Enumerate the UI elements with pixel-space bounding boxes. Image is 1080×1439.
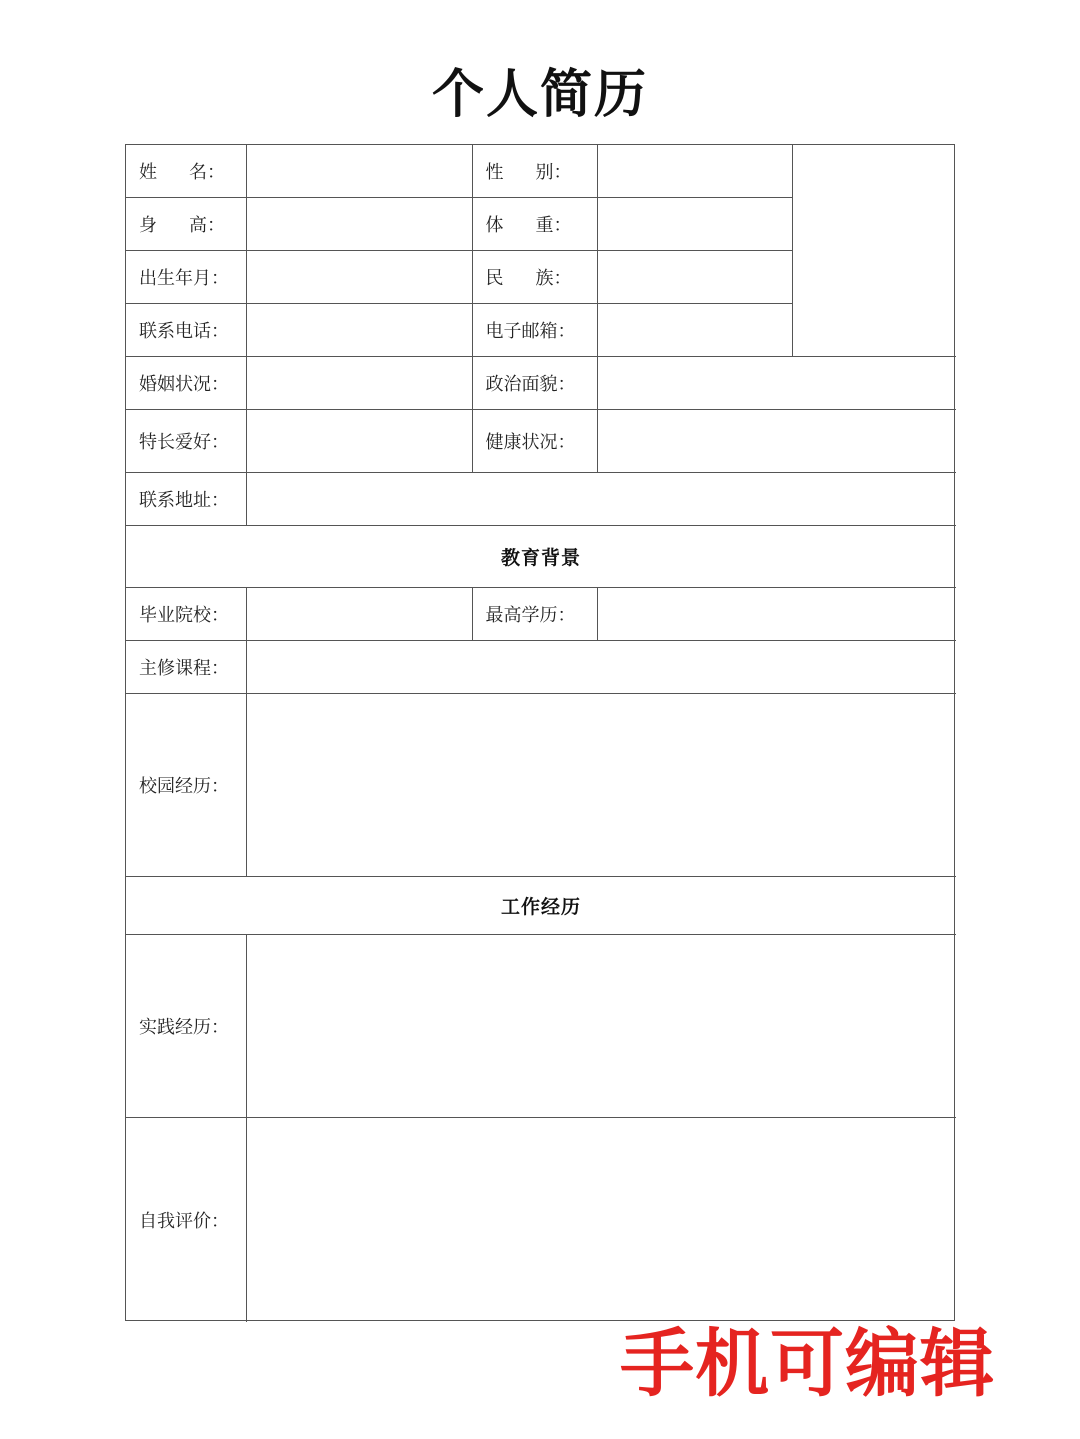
birth-field[interactable] xyxy=(246,250,472,303)
health-field[interactable] xyxy=(597,409,956,472)
education-heading: 教育背景 xyxy=(126,525,956,587)
height-label-cell xyxy=(126,197,246,250)
weight-field[interactable] xyxy=(597,197,792,250)
height-field[interactable] xyxy=(246,197,472,250)
political-label: 政治面貌： xyxy=(472,356,597,409)
hobbies-label: 特长爱好： xyxy=(126,409,246,472)
row-marital-political xyxy=(126,356,956,409)
birth-label: 出生年月： xyxy=(126,250,246,303)
page-title: 个人简历 xyxy=(431,64,648,125)
marital-label: 婚姻状况： xyxy=(126,356,246,409)
campus-field[interactable] xyxy=(246,693,956,876)
phone-field[interactable] xyxy=(246,303,472,356)
self-eval-field[interactable] xyxy=(246,1117,956,1322)
practice-field[interactable] xyxy=(246,934,956,1117)
email-field[interactable] xyxy=(597,303,792,356)
degree-label: 最高学历： xyxy=(472,587,597,640)
name-label-cell xyxy=(126,145,246,197)
row-self-eval xyxy=(126,1117,956,1322)
practice-label: 实践经历： xyxy=(126,934,246,1117)
email-label: 电子邮箱： xyxy=(472,303,597,356)
row-campus xyxy=(126,693,956,876)
school-label: 毕业院校： xyxy=(126,587,246,640)
gender-label-cell xyxy=(472,145,597,197)
gender-label: 性 别： xyxy=(485,161,572,183)
address-field[interactable] xyxy=(246,472,956,525)
row-practice xyxy=(126,934,956,1117)
row-work-heading xyxy=(126,876,956,934)
courses-label: 主修课程： xyxy=(126,640,246,693)
ethnicity-field[interactable] xyxy=(597,250,792,303)
mobile-editable-stamp: 手机可编辑 xyxy=(620,1321,995,1407)
ethnicity-label: 民 族： xyxy=(485,267,572,289)
hobbies-field[interactable] xyxy=(246,409,472,472)
photo-box[interactable] xyxy=(792,145,956,356)
courses-field[interactable] xyxy=(246,640,956,693)
row-hobbies-health xyxy=(126,409,956,472)
address-label: 联系地址： xyxy=(126,472,246,525)
campus-label: 校园经历： xyxy=(126,693,246,876)
row-school-degree xyxy=(126,587,956,640)
degree-field[interactable] xyxy=(597,587,956,640)
row-courses xyxy=(126,640,956,693)
row-name-gender xyxy=(126,145,956,197)
row-education-heading xyxy=(126,525,956,587)
weight-label: 体 重： xyxy=(485,214,572,236)
gender-field[interactable] xyxy=(597,145,792,197)
resume-table xyxy=(126,145,956,1322)
resume-form xyxy=(125,144,955,1321)
school-field[interactable] xyxy=(246,587,472,640)
political-field[interactable] xyxy=(597,356,956,409)
marital-field[interactable] xyxy=(246,356,472,409)
self-eval-label: 自我评价： xyxy=(126,1117,246,1322)
row-address xyxy=(126,472,956,525)
weight-label-cell xyxy=(472,197,597,250)
phone-label: 联系电话： xyxy=(126,303,246,356)
health-label: 健康状况： xyxy=(472,409,597,472)
name-label: 姓 名： xyxy=(139,161,225,183)
work-heading: 工作经历 xyxy=(126,876,956,934)
name-field[interactable] xyxy=(246,145,472,197)
height-label: 身 高： xyxy=(139,214,225,236)
ethnicity-label-cell xyxy=(472,250,597,303)
